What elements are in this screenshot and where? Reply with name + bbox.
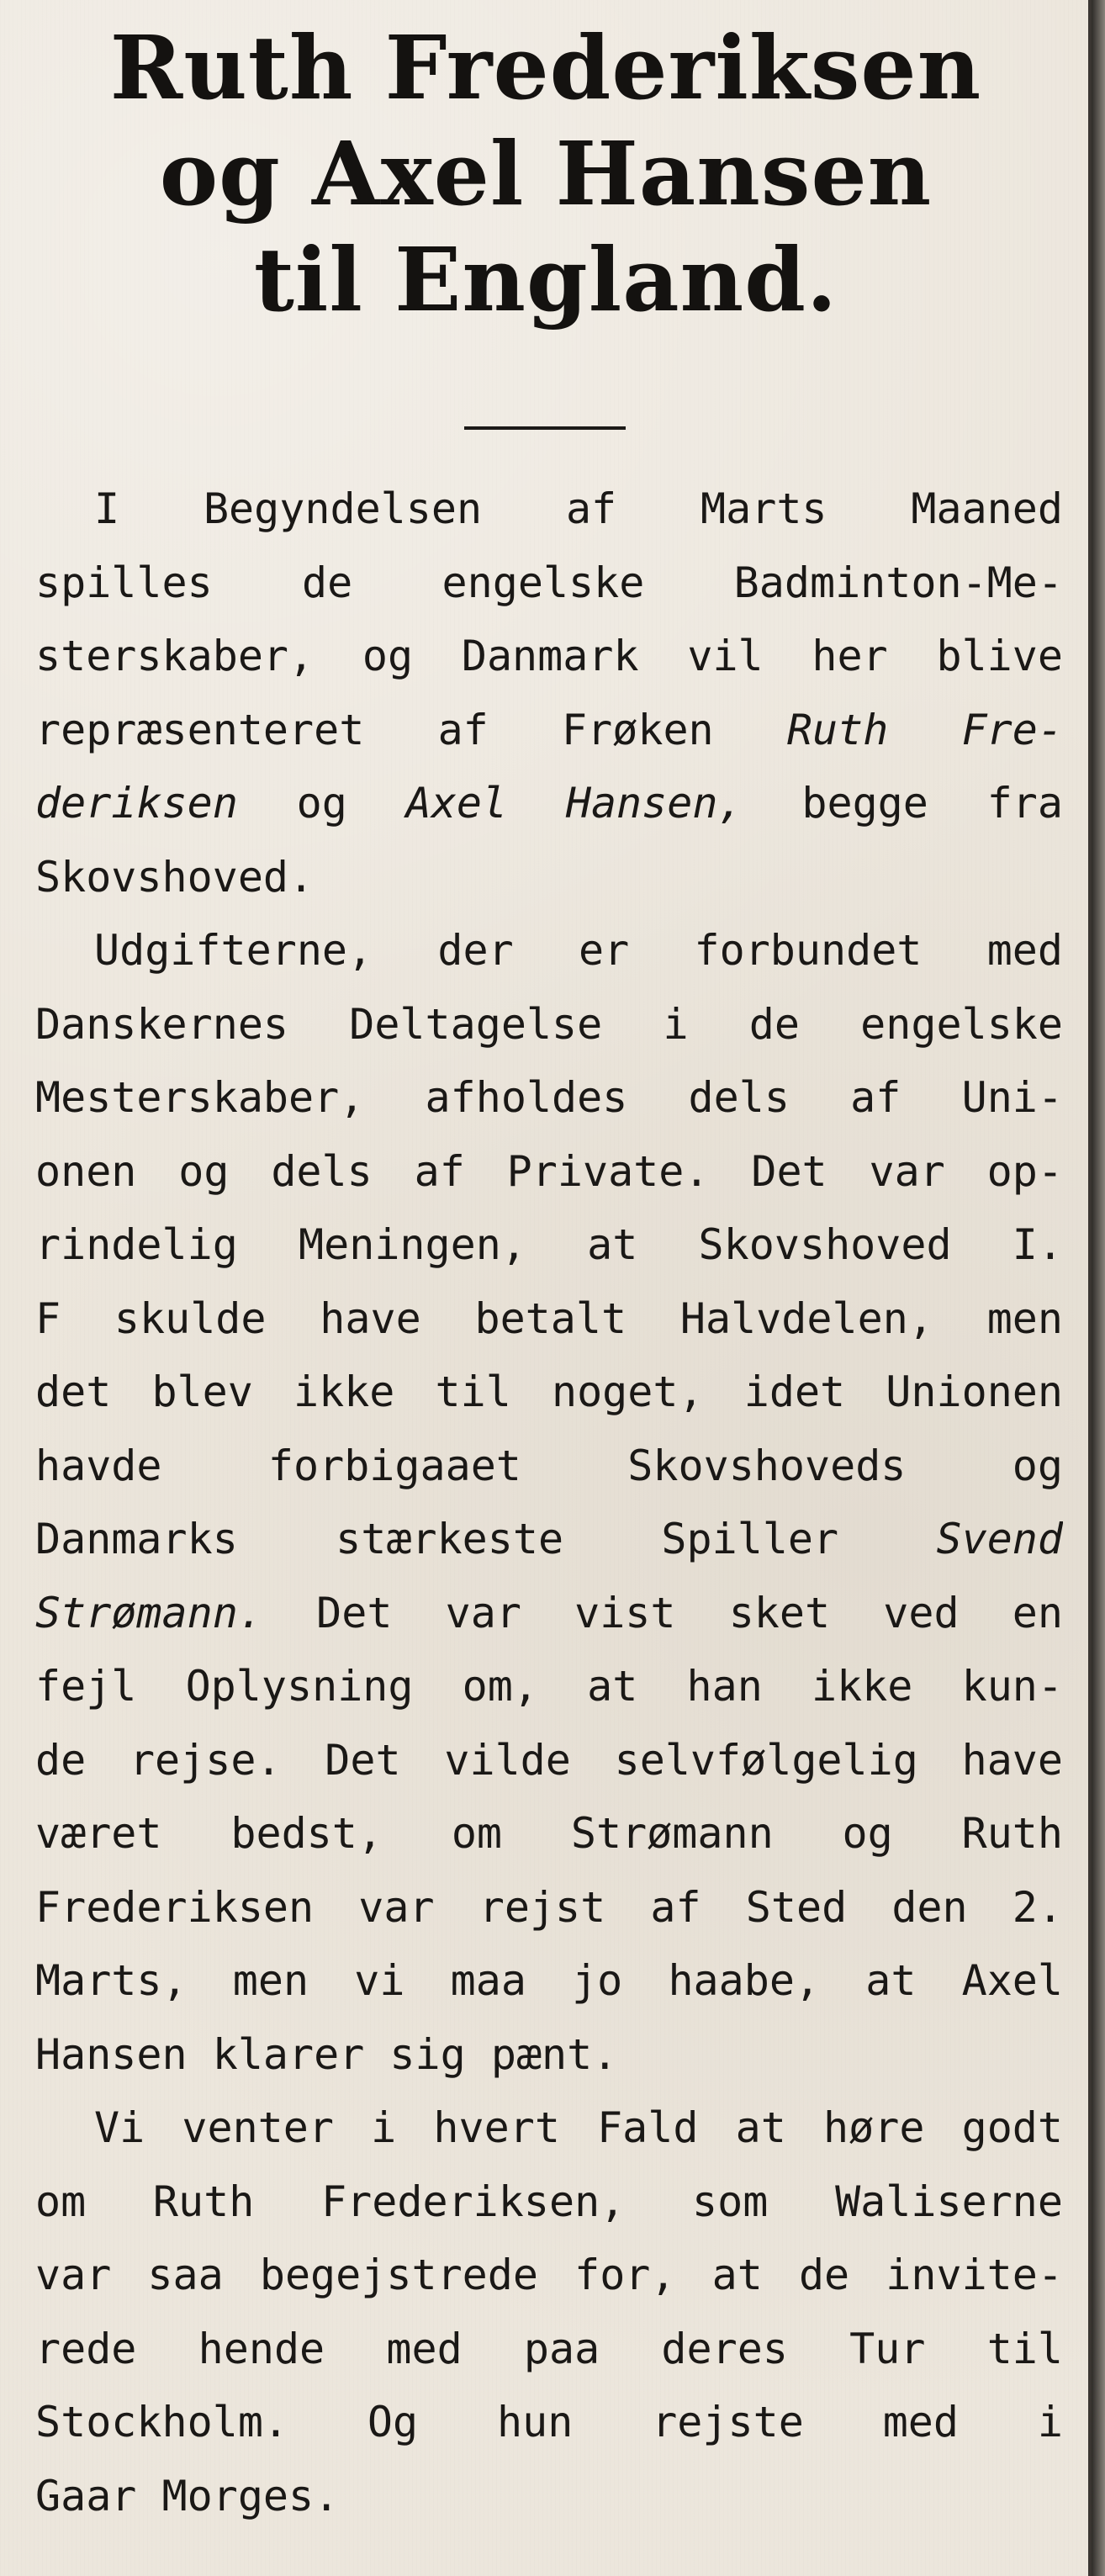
italic-name-text: Ruth Fre- [786, 705, 1063, 754]
article-line [35, 2166, 1063, 2240]
article-line [35, 988, 1063, 1062]
italic-name-text: deriksen [35, 779, 238, 828]
article-line [35, 2313, 1063, 2387]
article-text: Skovshoved. [35, 852, 315, 902]
article-text: de rejse. Det vilde selvfølgelig have [35, 1735, 1063, 1785]
article-text: fejl Oplysning om, at han ikke kun- [35, 1662, 1063, 1711]
headline-line: Ruth Frederiksen [109, 16, 982, 119]
italic-name-text: Axel Hansen, [405, 779, 743, 828]
article-text: det blev ikke til noget, idet Unionen [35, 1367, 1063, 1416]
article-text: F skulde have betalt Halvdelen, men [35, 1293, 1063, 1343]
article-line [35, 1135, 1063, 1209]
article-text: repræsenteret af Frøken [35, 705, 787, 754]
article-line [35, 2018, 1063, 2092]
article-line [35, 1356, 1063, 1430]
article-text: begge fra [743, 779, 1063, 828]
article-text: onen og dels af Private. Det var op- [35, 1146, 1063, 1196]
article-line [35, 1209, 1063, 1283]
headline [0, 15, 1092, 333]
article-line [35, 2460, 1063, 2534]
article-line [35, 1871, 1063, 1945]
article-text: Danskernes Deltagelse i de engelske [35, 999, 1063, 1049]
article-text: Det var vist sket ved en [262, 1588, 1063, 1637]
article-text: var saa begejstrede for, at de invite- [35, 2251, 1063, 2299]
article-text: Stockholm. Og hun rejste med i [35, 2398, 1063, 2446]
article-text: spilles de engelske Badminton-Me- [35, 558, 1063, 607]
headline-line: til England. [253, 228, 838, 331]
article-text: om Ruth Frederiksen, som Waliserne [35, 2177, 1063, 2226]
article-line [35, 694, 1063, 768]
article-line [35, 1430, 1063, 1504]
article-line [35, 1797, 1063, 1871]
article-text: rede hende med paa deres Tur til [35, 2324, 1063, 2373]
article-text: Gaar Morges. [35, 2471, 340, 2520]
article-line [35, 914, 1063, 988]
article-line [35, 620, 1063, 694]
article-line [35, 841, 1063, 915]
article-text: og [237, 779, 406, 828]
page-edge-shadow [1092, 0, 1105, 2576]
article-line [35, 767, 1063, 841]
article-text: rindelig Meningen, at Skovshoved I. [35, 1220, 1063, 1269]
italic-name-text: Strømann. [35, 1588, 263, 1637]
article-line [35, 1283, 1063, 1357]
article-text: Danmarks stærkeste Spiller [35, 1515, 937, 1563]
article-line [35, 473, 1063, 547]
article-line [35, 547, 1063, 621]
article-text: Marts, men vi maa jo haabe, at Axel [35, 1956, 1063, 2005]
article-text: Mesterskaber, afholdes dels af Uni- [35, 1073, 1063, 1122]
article-text: været bedst, om Strømann og Ruth [35, 1809, 1063, 1858]
article-line [35, 1650, 1063, 1724]
article-line [35, 1944, 1063, 2018]
article-text: I Begyndelsen af Marts Maaned [94, 484, 1063, 533]
article-line [35, 1724, 1063, 1798]
article-line [35, 2239, 1063, 2313]
headline-divider [464, 426, 626, 430]
article-text: Hansen klarer sig pænt. [35, 2029, 618, 2079]
italic-name-text: Svend [936, 1515, 1063, 1563]
article-text: havde forbigaaet Skovshoveds og [35, 1441, 1063, 1490]
article-text: sterskaber, og Danmark vil her blive [35, 632, 1063, 680]
article-text: Udgifterne, der er forbundet med [94, 926, 1063, 975]
article-line [35, 1577, 1063, 1651]
article-line [35, 1503, 1063, 1577]
article-text: Vi venter i hvert Fald at høre godt [94, 2103, 1063, 2152]
article-line [35, 2092, 1063, 2166]
article-body [35, 473, 1063, 2533]
headline-line: og Axel Hansen [159, 122, 933, 225]
article-line [35, 1061, 1063, 1135]
article-line [35, 2386, 1063, 2460]
article-text: Frederiksen var rejst af Sted den 2. [35, 1882, 1063, 1932]
